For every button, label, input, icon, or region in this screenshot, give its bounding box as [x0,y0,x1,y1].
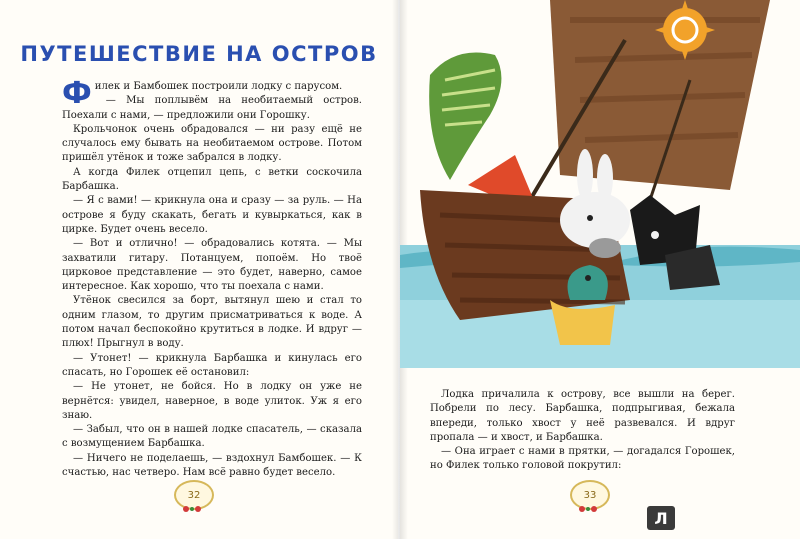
left-page [0,0,398,539]
paragraph: — Забыл, что он в нашей лодке спасатель, — сказала с возмущением Барбашка. [62,424,362,450]
paragraph: — Мы поплывём на необитаемый остров. Поехали с нами, — предложили они Горошку. [62,95,362,121]
paragraph: — Вот и отлично! — обрадовались котята. — Мы захватили гитару. Потанцуем, попоём. Но твоё цирковое представление — это будет, наверно, самое интересное. Как хорошо, что ты поехала с нами. [62,238,362,293]
paragraph: Лодка причалила к острову, все вышли на берег. Побрели по лесу. Барбашка, подпрыгивая, бежала впереди, только хвост у неё развевался. И вдруг пропала — и хвост, и Барбашка. [430,389,735,443]
paragraph: А когда Филек отцепил цепь, с ветки соскочила Барбашка. [62,166,362,193]
page-number-left-text: 32 [187,489,201,501]
flower-ornament-icon [177,504,207,514]
right-page-text [430,388,735,474]
page-number-right-text: 33 [583,489,597,501]
first-paragraph-text: илек и Бамбошек построили лодку с парусом. [94,81,343,92]
paragraph: — Ничего не поделаешь, — вздохнул Бамбошек. — К счастью, нас четверо. Нам всё равно будет весело. [62,452,362,479]
paragraph: Утёнок свесился за борт, вытянул шею и стал то одним глазом, то другим присматриваться к воде. А потом начал беспокойно крутиться в лодке. И вдруг — плюх! Прыгнул в воду. [62,295,362,350]
paragraph: — Утонет! — крикнула Барбашка и кинулась его спасать, но Горошек её остановил: [62,352,362,378]
paragraph: — Не утонет, не бойся. Но в лодку он уже не вернётся: увидел, наверное, в воде улиток. Уж я его знаю. [62,381,362,421]
logo-letter: Л [654,508,668,528]
paragraph: — Она играет с нами в прятки, — догадался Горошек, но Филек только головой покрутил: [430,446,735,472]
labirint-logo [647,506,675,530]
left-page-text [62,76,362,480]
paragraph: — Я с вами! — крикнула она и сразу — за руль. — На острове я буду скакать, бегать и кувыркаться, как в цирке. Будет очень весело. [62,195,362,235]
flower-ornament-icon [573,504,603,514]
boat-illustration [400,0,800,368]
paragraph: Крольчонок очень обрадовался — ни разу ещё не случалось ему бывать на необитаемом острове. Потом пришёл утёнок и тоже забрался в лодку. [62,123,362,164]
drop-cap: Ф [62,76,92,111]
story-title: ПУТЕШЕСТВИЕ НА ОСТРОВ [20,42,378,66]
